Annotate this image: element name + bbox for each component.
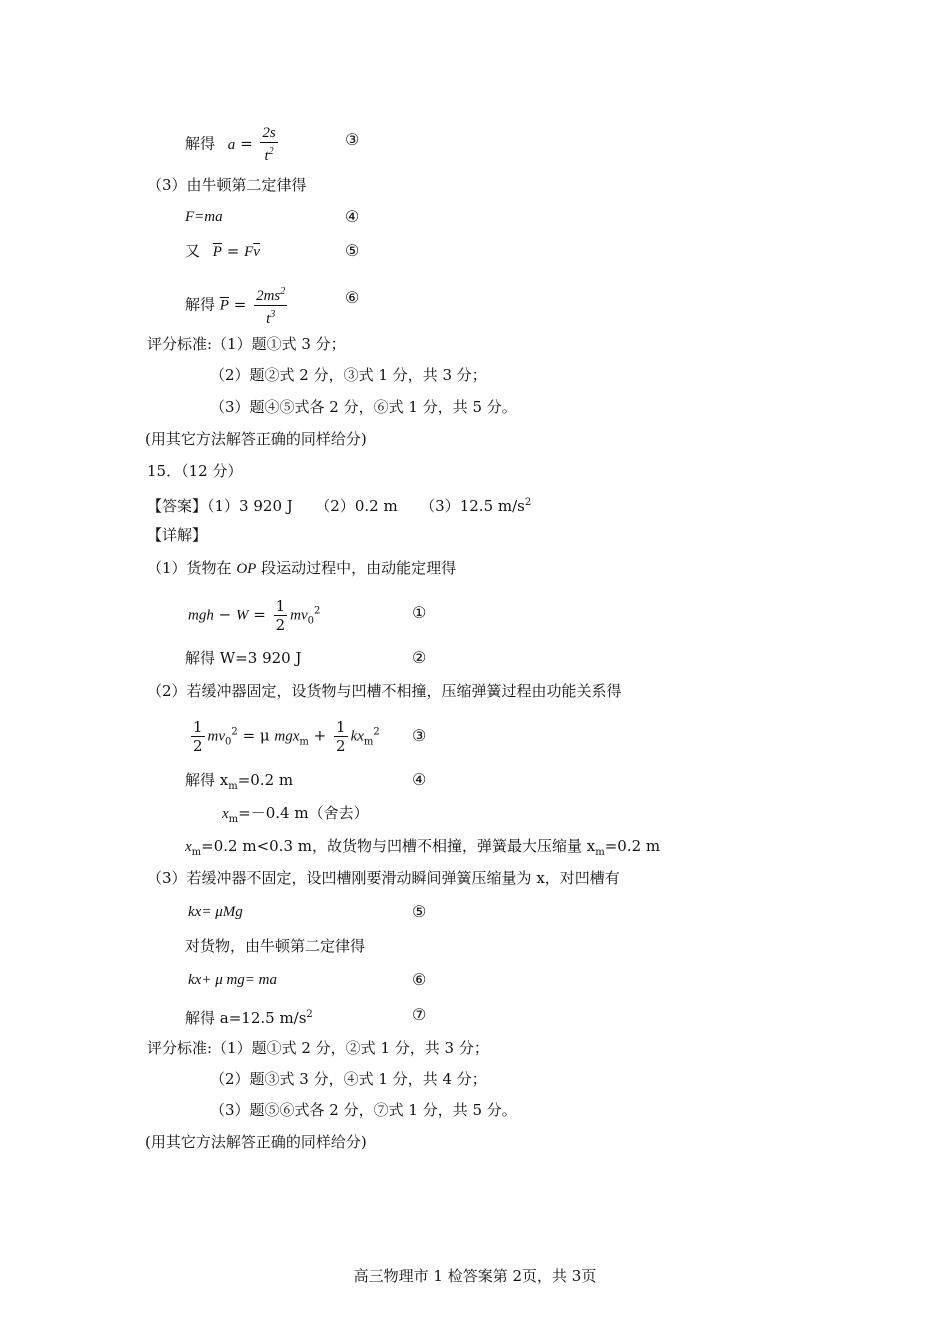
eq-kx-ma: kx+ μ mg= ma bbox=[188, 972, 278, 988]
score15-line3: （3）题⑤⑥式各 2 分，⑦式 1 分，共 5 分。 bbox=[210, 1101, 517, 1119]
eq6-label: 解得 bbox=[185, 295, 216, 314]
eq-energy-3: $\frac{1}{2}$ $mv_0^2 = \mu$ mgx$_m$ + $\frac{1}{2}$ $kx_m^2$ bbox=[193, 718, 380, 755]
eq-f-ma: F=ma bbox=[185, 209, 223, 225]
eq-mark-4b: ④ bbox=[412, 770, 427, 789]
xm-reject: $x_m=-0.4$ m（舍去） bbox=[222, 804, 369, 825]
q15-p1-intro: （1）货物在 OP 段运动过程中，由动能定理得 bbox=[147, 559, 457, 577]
eq-p-fv: 又 $\overline{P} = F\overline{v}$ bbox=[185, 242, 260, 260]
eq-mark-6: ⑥ bbox=[345, 288, 360, 307]
score15-note: (用其它方法解答正确的同样给分) bbox=[145, 1133, 367, 1151]
solve-label: 解得 bbox=[185, 134, 216, 153]
page-footer: 高三物理市 1 检答案第 2页，共 3页 bbox=[353, 1267, 597, 1285]
answer-text: （1）3 920 J （2）0.2 m （3）12.5 m/s bbox=[207, 497, 525, 515]
q15-answer: 【答案】（1）3 920 J （2）0.2 m （3）12.5 $m/s^2$ bbox=[147, 497, 532, 515]
answer-label: 【答案】 bbox=[147, 497, 208, 515]
eq-mark-4: ④ bbox=[345, 207, 360, 226]
fraction-2ms2-t3: $\frac{2ms^2}{t^3}$ bbox=[254, 283, 287, 328]
eq-p-solve: 解得 $\overline{P}$ = $\frac{2ms^2}{t^3}$ bbox=[185, 283, 290, 328]
eq-mark-5b: ⑤ bbox=[412, 902, 427, 921]
solve-w: 解得 W=3 920 J bbox=[185, 649, 302, 667]
formula-a: a bbox=[227, 136, 236, 153]
score14-line1: 评分标准:（1）题①式 3 分； bbox=[147, 335, 346, 353]
solve-a-line: 解得 a = $\frac{2s}{t^2}$ bbox=[185, 125, 276, 164]
score15-line2: （2）题③式 3 分，④式 1 分，共 4 分； bbox=[210, 1070, 487, 1088]
q15-p2-intro: （2）若缓冲器固定，设货物与凹槽不相撞，压缩弹簧过程由功能关系得 bbox=[147, 682, 622, 700]
solve-a-final: 解得 a=12.5 $m/s^2$ bbox=[185, 1009, 313, 1027]
eq-mark-3: ③ bbox=[345, 130, 360, 149]
eq-mark-1: ① bbox=[412, 603, 427, 622]
score14-line2: （2）题②式 2 分，③式 1 分，共 3 分； bbox=[210, 366, 487, 384]
eq-mark-2: ② bbox=[412, 648, 427, 667]
newton-intro: 对货物，由牛顿第二定律得 bbox=[185, 937, 366, 955]
eq-mark-6b: ⑥ bbox=[412, 970, 427, 989]
q15-detail-label: 【详解】 bbox=[147, 526, 208, 544]
eq5-label: 又 bbox=[185, 242, 201, 260]
eq-mark-7: ⑦ bbox=[412, 1005, 427, 1024]
eq-energy-1: mgh − W = $\frac{1}{2}$ $mv_0^2$ bbox=[188, 597, 321, 634]
part3-intro: （3）由牛顿第二定律得 bbox=[147, 176, 307, 194]
score15-line1: 评分标准:（1）题①式 2 分，②式 1 分，共 3 分； bbox=[147, 1039, 489, 1057]
q15-p3-intro: （3）若缓冲器不固定，设凹槽刚要滑动瞬间弹簧压缩量为 x，对凹槽有 bbox=[147, 869, 620, 887]
score14-line3: （3）题④⑤式各 2 分，⑥式 1 分，共 5 分。 bbox=[210, 398, 517, 416]
eq-mark-3b: ③ bbox=[412, 726, 427, 745]
eq-kx-umg: kx= μMg bbox=[188, 904, 243, 920]
q15-header: 15．（12 分） bbox=[147, 462, 243, 480]
score14-note: (用其它方法解答正确的同样给分) bbox=[145, 430, 367, 448]
xm-conclusion: $x_m=0.2$ m<0.3 m，故货物与凹槽不相撞，弹簧最大压缩量 $x_m=0.2$ m bbox=[185, 837, 661, 858]
fraction-2s-t2: $\frac{2s}{t^2}$ bbox=[262, 125, 276, 164]
eq-mark-5: ⑤ bbox=[345, 241, 360, 260]
solve-xm: 解得 $x_m=0.2$ m bbox=[185, 771, 294, 792]
